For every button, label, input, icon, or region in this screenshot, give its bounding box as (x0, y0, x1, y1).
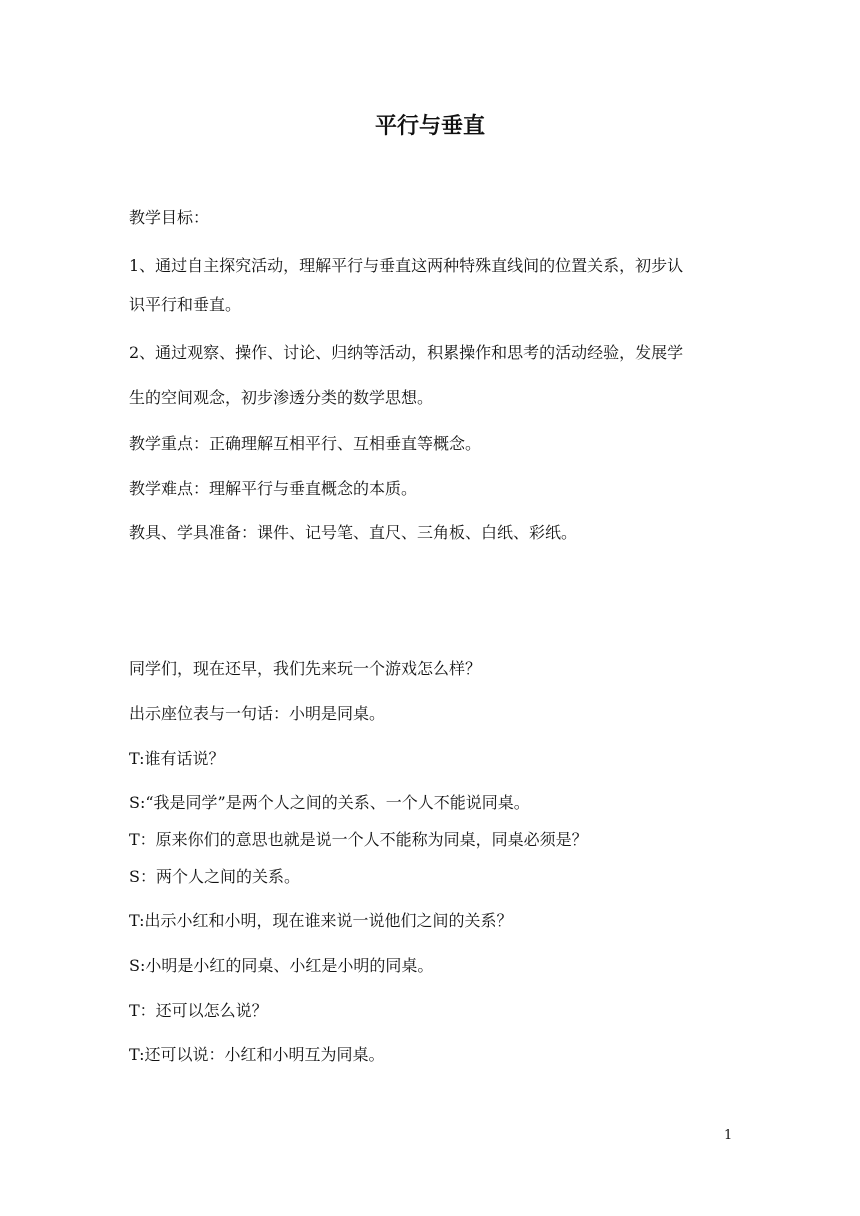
dialogue-line: S：两个人之间的关系。 (129, 867, 300, 886)
dialogue-line: T:谁有话说？ (129, 749, 225, 768)
dialogue-line: T：还可以怎么说？ (129, 1001, 268, 1020)
page-title: 平行与垂直 (374, 114, 485, 139)
materials: 教具、学具准备：课件、记号笔、直尺、三角板、白纸、彩纸。 (129, 523, 578, 542)
dialogue-line: T：原来你们的意思也就是说一个人不能称为同桌，同桌必须是？ (129, 830, 588, 849)
difficult-point: 教学难点：理解平行与垂直概念的本质。 (129, 479, 418, 498)
dialogue-line: S:“我是同学”是两个人之间的关系、一个人不能说同桌。 (129, 793, 530, 812)
dialogue-line: 出示座位表与一句话：小明是同桌。 (129, 704, 386, 723)
objectives-heading: 教学目标： (129, 208, 210, 227)
dialogue-line: T:出示小红和小明，现在谁来说一说他们之间的关系？ (129, 911, 513, 930)
key-point: 教学重点：正确理解互相平行、互相垂直等概念。 (129, 434, 482, 453)
dialogue-line: T:还可以说：小红和小明互为同桌。 (129, 1045, 385, 1064)
objective-1-line-2: 识平行和垂直。 (129, 295, 242, 314)
objective-2-line-1: 2、通过观察、操作、讨论、归纳等活动，积累操作和思考的活动经验，发展学 (129, 343, 684, 362)
dialogue-line: 同学们，现在还早，我们先来玩一个游戏怎么样？ (129, 659, 482, 678)
page-number: 1 (724, 1128, 733, 1143)
objective-1-line-1: 1、通过自主探究活动，理解平行与垂直这两种特殊直线间的位置关系，初步认 (129, 256, 684, 275)
objective-2-line-2: 生的空间观念，初步渗透分类的数学思想。 (129, 388, 434, 407)
dialogue-line: S:小明是小红的同桌、小红是小明的同桌。 (129, 956, 434, 975)
